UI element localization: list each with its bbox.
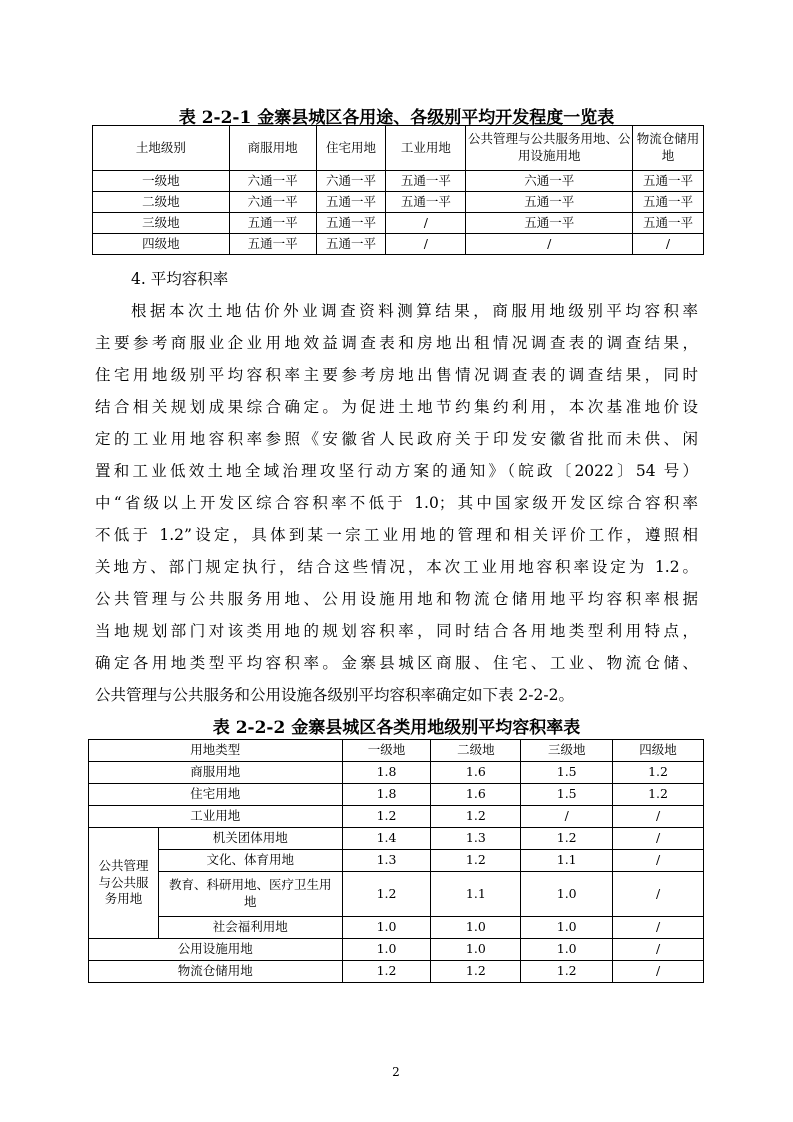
table-row xyxy=(93,234,704,255)
table-cell: 社会福利用地 xyxy=(158,917,342,939)
table-cell: 1.2 xyxy=(342,872,431,917)
table2-header-cell: 三级地 xyxy=(521,740,613,762)
table-cell: 四级地 xyxy=(93,234,230,255)
table-row xyxy=(89,961,704,983)
table-cell: 1.0 xyxy=(342,939,431,961)
table-row xyxy=(89,872,704,917)
table-cell: 1.1 xyxy=(431,872,521,917)
table-cell: / xyxy=(613,961,704,983)
table-cell: 1.5 xyxy=(521,762,613,784)
table-cell: 五通一平 xyxy=(466,213,633,234)
table-cell: / xyxy=(613,872,704,917)
body-paragraph xyxy=(95,295,698,711)
table-cell: 1.0 xyxy=(521,917,613,939)
table1 xyxy=(92,125,704,255)
table-cell: 1.2 xyxy=(431,850,521,872)
table-cell: 六通一平 xyxy=(229,192,316,213)
paragraph-line: 公共管理与公共服务用地、公用设施用地和物流仓储用地平均容积率根据 xyxy=(95,590,698,608)
table-cell: 文化、体育用地 xyxy=(158,850,342,872)
table-cell: 物流仓储用地 xyxy=(89,961,343,983)
table-cell: / xyxy=(386,234,466,255)
table1-header-row xyxy=(93,126,704,171)
table-cell: 三级地 xyxy=(93,213,230,234)
table-cell: 1.4 xyxy=(342,828,431,850)
table1-header-cell: 工业用地 xyxy=(386,126,466,171)
table-row xyxy=(89,939,704,961)
table-cell: / xyxy=(521,806,613,828)
table-cell: 五通一平 xyxy=(316,234,386,255)
table-cell: 1.8 xyxy=(342,784,431,806)
table-cell: 1.2 xyxy=(613,784,704,806)
table-cell: 1.2 xyxy=(613,762,704,784)
paragraph-line: 不低于 1.2”设定，具体到某一宗工业用地的管理和相关评价工作，遵照相 xyxy=(95,526,698,544)
table-cell: 1.2 xyxy=(342,961,431,983)
table-cell: 五通一平 xyxy=(633,192,704,213)
table2 xyxy=(88,739,704,983)
table-cell: 1.0 xyxy=(431,917,521,939)
table-cell: / xyxy=(466,234,633,255)
table1-header-cell: 土地级别 xyxy=(93,126,230,171)
group-label-cell: 公共管理与公共服务用地 xyxy=(89,828,159,939)
table-row xyxy=(89,828,704,850)
paragraph-line: 关地方、部门规定执行，结合这些情况，本次工业用地容积率设定为 1.2。 xyxy=(95,558,698,576)
paragraph-line: 主要参考商服业企业用地效益调查表和房地出租情况调查表的调查结果， xyxy=(95,334,698,352)
table-cell: 机关团体用地 xyxy=(158,828,342,850)
table-row xyxy=(93,171,704,192)
table-cell: 五通一平 xyxy=(466,192,633,213)
table-cell: 六通一平 xyxy=(229,171,316,192)
table-cell: 公用设施用地 xyxy=(89,939,343,961)
table-cell: 1.6 xyxy=(431,762,521,784)
table-cell: / xyxy=(613,939,704,961)
table-cell: 商服用地 xyxy=(89,762,343,784)
table2-header-cell: 用地类型 xyxy=(89,740,343,762)
table-row xyxy=(93,192,704,213)
table-cell: / xyxy=(633,234,704,255)
table-cell: 二级地 xyxy=(93,192,230,213)
paragraph-line: 中“省级以上开发区综合容积率不低于 1.0；其中国家级开发区综合容积率 xyxy=(95,494,698,512)
table-cell: 1.8 xyxy=(342,762,431,784)
table1-header-cell: 住宅用地 xyxy=(316,126,386,171)
table2-header-row xyxy=(89,740,704,762)
table-cell: 1.3 xyxy=(342,850,431,872)
table-cell: 五通一平 xyxy=(633,171,704,192)
table-cell: 1.3 xyxy=(431,828,521,850)
table-cell: / xyxy=(613,828,704,850)
table-cell: 1.2 xyxy=(431,961,521,983)
table2-header-cell: 四级地 xyxy=(613,740,704,762)
table-cell: / xyxy=(613,806,704,828)
table-cell: 1.0 xyxy=(431,939,521,961)
table-cell: 六通一平 xyxy=(316,171,386,192)
table-cell: 五通一平 xyxy=(633,213,704,234)
table-cell: 教育、科研用地、医疗卫生用地 xyxy=(158,872,342,917)
table-cell: 1.0 xyxy=(521,939,613,961)
table-cell: 1.2 xyxy=(521,828,613,850)
paragraph-line: 确定各用地类型平均容积率。金寨县城区商服、住宅、工业、物流仓储、 xyxy=(95,654,698,672)
table-cell: 五通一平 xyxy=(229,234,316,255)
paragraph-line: 当地规划部门对该类用地的规划容积率，同时结合各用地类型利用特点， xyxy=(95,622,698,640)
table-cell: 六通一平 xyxy=(466,171,633,192)
page-number: 2 xyxy=(392,1065,400,1079)
table-cell: 工业用地 xyxy=(89,806,343,828)
table1-caption: 表 2-2-1 金寨县城区各用途、各级别平均开发程度一览表 xyxy=(178,108,615,128)
table2-header-cell: 二级地 xyxy=(431,740,521,762)
paragraph-line: 住宅用地级别平均容积率主要参考房地出售情况调查表的调查结果，同时 xyxy=(95,366,698,384)
table-cell: 一级地 xyxy=(93,171,230,192)
table2-header-cell: 一级地 xyxy=(342,740,431,762)
table-row xyxy=(89,762,704,784)
table2-caption: 表 2-2-2 金寨县城区各类用地级别平均容积率表 xyxy=(212,718,581,738)
paragraph-line: 根据本次土地估价外业调查资料测算结果，商服用地级别平均容积率 xyxy=(131,302,698,320)
table-cell: 1.6 xyxy=(431,784,521,806)
table-row xyxy=(89,784,704,806)
table-cell: 1.1 xyxy=(521,850,613,872)
table-cell: 1.2 xyxy=(342,806,431,828)
paragraph-line: 公共管理与公共服务和公用设施各级别平均容积率确定如下表 2-2-2。 xyxy=(95,686,574,704)
table-cell: 五通一平 xyxy=(386,171,466,192)
table-cell: 五通一平 xyxy=(316,213,386,234)
paragraph-line: 置和工业低效土地全域治理攻坚行动方案的通知》（皖政〔2022〕54 号） xyxy=(95,462,698,480)
table-row xyxy=(89,850,704,872)
section-heading: 4. 平均容积率 xyxy=(131,270,229,288)
table-cell: / xyxy=(386,213,466,234)
table-cell: / xyxy=(613,850,704,872)
table-row xyxy=(93,213,704,234)
table1-header-cell: 物流仓储用地 xyxy=(633,126,704,171)
paragraph-line: 结合相关规划成果综合确定。为促进土地节约集约利用，本次基准地价设 xyxy=(95,398,698,416)
table-cell: 五通一平 xyxy=(229,213,316,234)
table-row xyxy=(89,917,704,939)
table-cell: 五通一平 xyxy=(386,192,466,213)
table-cell: 1.0 xyxy=(342,917,431,939)
table1-header-cell: 公共管理与公共服务用地、公用设施用地 xyxy=(466,126,633,171)
table-cell: 1.5 xyxy=(521,784,613,806)
table-cell: 1.2 xyxy=(431,806,521,828)
paragraph-line: 定的工业用地容积率参照《安徽省人民政府关于印发安徽省批而未供、闲 xyxy=(95,430,698,448)
table1-header-cell: 商服用地 xyxy=(229,126,316,171)
table-cell: 1.2 xyxy=(521,961,613,983)
table-cell: 住宅用地 xyxy=(89,784,343,806)
table-cell: / xyxy=(613,917,704,939)
table-cell: 五通一平 xyxy=(316,192,386,213)
table-cell: 1.0 xyxy=(521,872,613,917)
table-row xyxy=(89,806,704,828)
